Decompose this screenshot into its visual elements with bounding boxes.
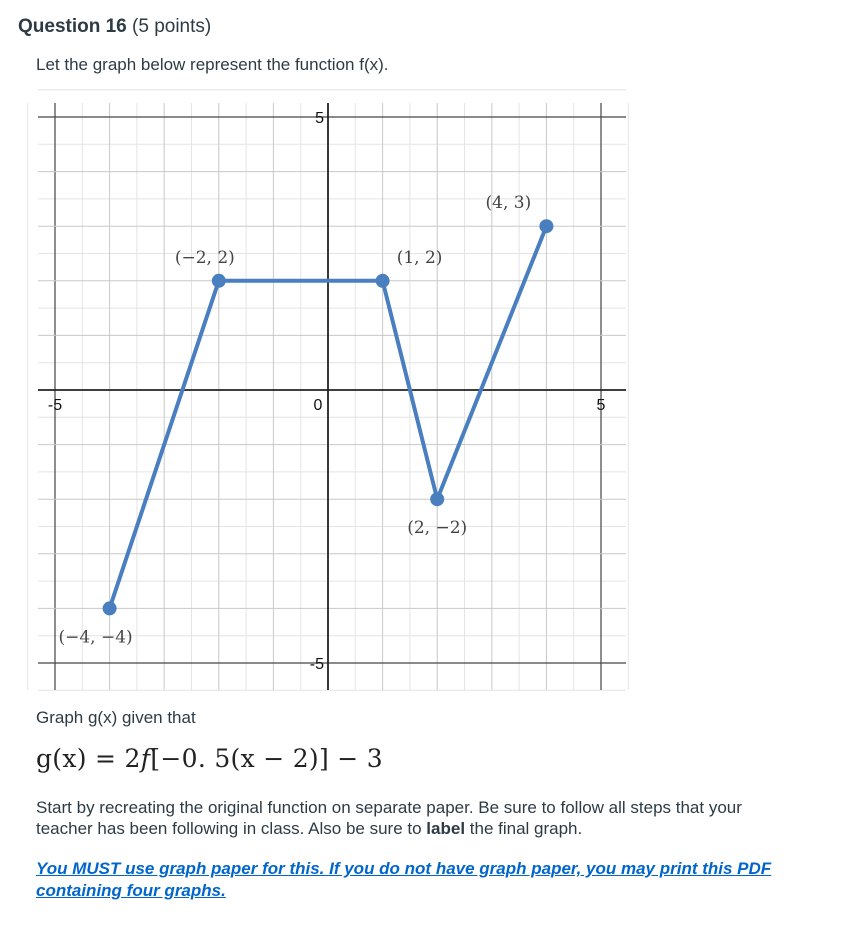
graph-labels [48, 110, 606, 673]
given-text: Graph g(x) given that [36, 708, 196, 727]
data-point [212, 274, 226, 288]
instructions-bold: label [426, 819, 466, 838]
instructions [36, 797, 796, 839]
question-points: (5 points) [132, 16, 212, 37]
question-title: Question 16 [18, 16, 127, 37]
instructions-part2: the final graph. [465, 819, 583, 838]
data-point [539, 219, 553, 233]
formula-f: f [140, 744, 151, 773]
formula-rhs: [−0. 5(x − 2)] − 3 [150, 744, 383, 773]
graph-paper-pdf-link[interactable]: You MUST use graph paper for this. If you do not have graph paper, you may print this PDF containing four graphs. [36, 859, 772, 900]
data-point [430, 492, 444, 506]
point-label: (4, 3) [485, 193, 532, 214]
formula-lhs: g(x) = 2 [36, 744, 141, 773]
data-point [376, 274, 390, 288]
point-label: (−4, −4) [58, 627, 133, 648]
point-label: (2, −2) [407, 518, 468, 539]
x-tick-label: 0 [313, 397, 323, 414]
y-tick-label: -5 [309, 656, 324, 673]
x-tick-label: 5 [596, 397, 606, 414]
question-prompt: Let the graph below represent the function f(x). [36, 55, 389, 74]
x-tick-label: -5 [47, 397, 63, 414]
instructions-part1: Start by recreating the original function on separate paper. Be sure to follow all steps that your teacher has been following in class. Also be sure to [36, 798, 742, 838]
data-point [103, 601, 117, 615]
formula [36, 744, 383, 773]
point-label: (−2, 2) [174, 247, 235, 268]
point-label: (1, 2) [396, 247, 443, 268]
y-tick-label: 5 [315, 110, 324, 127]
graph-axes [38, 103, 626, 690]
